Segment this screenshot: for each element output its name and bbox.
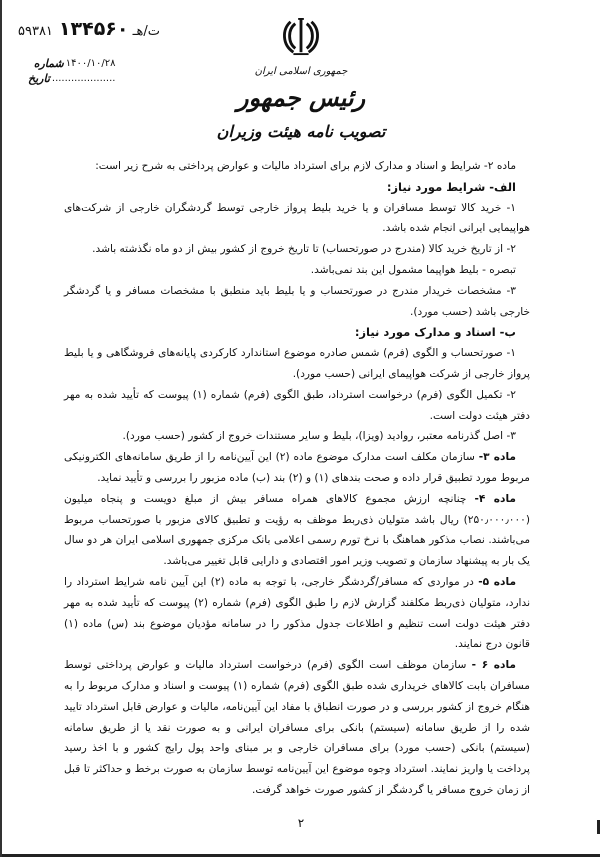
document-3: ۳- اصل گذرنامه معتبر، روادید (ویزا)، بلیط و سایر مستندات خروج از کشور (حسب مورد). (122, 430, 516, 443)
country-name: جمهوری اسلامی ایران (254, 66, 348, 77)
article-5-label: ماده ۵- (478, 575, 517, 588)
section-alef-heading: الف- شرایط مورد نیاز: (386, 179, 516, 194)
article-2-intro: ماده ۲- شرایط و اسناد و مدارک لازم برای استرداد مالیات و عوارض پرداختی به شرح زیر است: (95, 160, 516, 172)
condition-2: ۲- از تاریخ خرید کالا (مندرج در صورتحساب) تا تاریخ خروج از کشور بیش از دو ماه نگذشته باشد. (92, 243, 516, 256)
number-value: ۱۴۰۰/۱۰/۲۸ (65, 58, 116, 69)
article-5 (64, 572, 530, 655)
condition-1: ۱- خرید کالا توسط مسافران و یا خرید بلیط پرواز خارجی توسط گردشگران خارجی از شرکت‌های هواپیمایی ایرانی انجام شده باشد. (64, 201, 530, 235)
reference-number (18, 18, 160, 40)
condition-3: ۳- مشخصات خریدار مندرج در صورتحساب و یا بلیط باید منطبق با مشخصات مسافر و یا گردشگر خارجی باشد (حسب مورد). (64, 284, 530, 318)
article-3 (64, 447, 530, 489)
document-1: ۱- صورتحساب و الگوی (فرم) شمس صادره موضوع استاندارد کارکردی پایانه‌های فروشگاهی و یا بلیط پرواز خارجی از شرکت هواپیمای ایرانی (حسب مورد). (64, 347, 530, 380)
reference-big: ۱۳۴۵۶۰ (58, 18, 129, 40)
article-4-text: چنانچه ارزش مجموع کالاهای همراه مسافر بیش از مبلغ دویست و پنجاه میلیون (۲۵۰٫۰۰۰٫۰۰۰) ریال باشد متولیان ذی‌ربط موظف به رؤیت و تطبیق کالای مزبور با صورتحساب مربوط می‌باشند. نصاب مذکور هماهنگ با نرخ تورم رسمی اعلامی بانک مرکزی جمهوری اسلامی ایران هر دو سال یک بار به پیشنهاد سازمان و تصویب وزیر امور اقتصادی و دارایی قابل تغییر می‌باشد. (64, 492, 530, 568)
article-6 (64, 655, 530, 801)
section-be-heading: ب- اسناد و مدارک مورد نیاز: (354, 325, 516, 340)
date-label: تاریخ (28, 72, 50, 85)
document-subtitle: تصویب نامه هیئت وزیران (216, 122, 386, 141)
document-body (64, 156, 530, 801)
page-number: ۲ (297, 816, 305, 830)
article-6-text: سازمان موظف است الگوی (فرم) درخواست استرداد مالیات و عوارض پرداختی توسط مسافران بابت کالاهای خریداری شده طبق الگوی (فرم) شماره (۱) پیوست و اسناد و مدارک مربوط را به هنگام خروج از کشور بررسی و در صورت انطباق با مفاد این آیین‌نامه، مالیات و عوارض قابل استرداد تایید شده را از طریق سامانه (سیستم) بانکی برای مسافران ایرانی و به صورت نقد یا از طریق سامانه (سیستم) بانکی (حسب مورد) برای مسافران خارجی و بر مبنای واحد پول رایج کشور و با اخذ رسید پرداخت یا واریز نمایند. استرداد وجوه موضوع این آیین‌نامه توسط سازمان به صورت برخط و حداکثر تا قبل از زمان خروج مسافر یا گردشگر از کشور صورت خواهد گرفت. (64, 659, 530, 796)
reference-small: ۵۹۳۸۱ت/هـ (18, 24, 160, 39)
article-6-label: ماده ۶ - (471, 659, 516, 672)
article-4-label: ماده ۴- (474, 492, 516, 505)
article-5-text: در مواردی که مسافر/گردشگر خارجی، با توجه به ماده (۲) این آیین نامه شرایط استرداد را ندارد، متولیان ذی‌ربط مکلفند گزارش لازم را طبق الگوی (فرم) شماره (۲) پیوست که تأیید شده به مهر دفتر هیئت دولت است تنظیم و اطلاعات جدول مذکور را در سامانه مؤدیان موضوع بند (س) ماده (۱) قانون درج نمایند. (64, 575, 531, 651)
number-label: شماره (33, 57, 64, 70)
article-4 (64, 489, 530, 572)
document-2: ۲- تکمیل الگوی (فرم) درخواست استرداد، طبق الگوی (فرم) شماره (۱) پیوست که تأیید شده به مهر دفتر هیئت دولت است. (64, 388, 530, 422)
date-value: .................... (51, 73, 116, 84)
article-3-label: ماده ۳- (478, 451, 516, 464)
note: تبصره - بلیط هواپیما مشمول این بند نمی‌باشد. (310, 263, 516, 276)
office-title: رئیس جمهور (236, 84, 366, 112)
iran-emblem-icon (282, 14, 320, 60)
article-3-text: سازمان مکلف است مدارک موضوع ماده (۲) این آیین‌نامه را از طریق سامانه‌های الکترونیکی مربوط مورد تطبیق قرار داده و صحت بندهای (۱) و (۲) بند (ب) ماده مزبور را بررسی و تأیید نماید. (64, 451, 530, 484)
